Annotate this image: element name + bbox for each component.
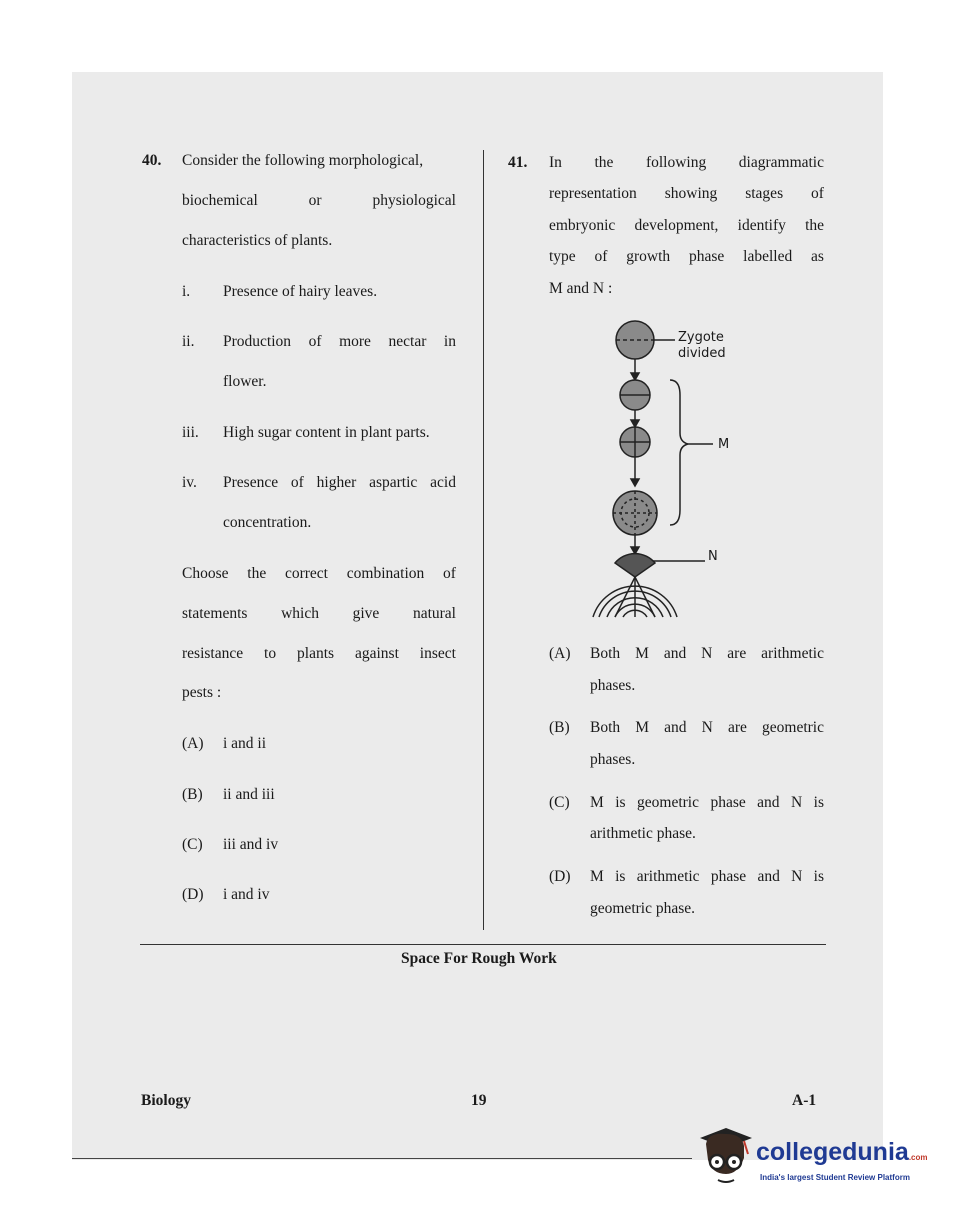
word: physiological (372, 192, 456, 209)
q40-stem-line (182, 605, 456, 623)
q40-stem-line: pests : (182, 684, 222, 701)
q41-option-text-cont: phases. (590, 751, 636, 768)
q41-number: 41. (508, 154, 528, 171)
word: insect (419, 645, 456, 662)
word: growth (626, 248, 671, 265)
word: labelled (743, 248, 793, 265)
word: phase (710, 794, 746, 811)
word: type (549, 248, 576, 265)
collegedunia-mascot-icon (698, 1124, 754, 1186)
q41-line: M and N : (549, 280, 613, 297)
q40-stem-line (182, 565, 456, 583)
word: combination (346, 565, 425, 582)
word: the (247, 565, 267, 582)
q41-line (549, 217, 824, 235)
word: N (791, 868, 803, 885)
word: Both (590, 719, 621, 736)
word: biochemical (182, 192, 258, 209)
diagram-m-label: M (718, 437, 730, 452)
word: phase (689, 248, 725, 265)
column-divider (483, 150, 484, 930)
word: phase (710, 868, 747, 885)
word: Production (223, 333, 292, 350)
word: In (549, 154, 562, 171)
q40-item-text: Presence of hairy leaves. (223, 283, 378, 300)
m-brace (670, 380, 688, 525)
footer-paper-code: A-1 (792, 1092, 817, 1109)
word: of (811, 185, 824, 202)
q40-item-num: ii. (182, 333, 195, 350)
word: give (352, 605, 380, 622)
word: embryonic (549, 217, 616, 234)
logo-tagline: India's largest Student Review Platform (760, 1173, 910, 1182)
q40-option-label: (D) (182, 886, 204, 903)
q41-option-label: (D) (549, 868, 571, 885)
q40-option-label: (B) (182, 786, 203, 803)
q41-line (549, 248, 824, 266)
word: N (791, 794, 803, 811)
word: plants (297, 645, 335, 662)
word: stages (745, 185, 784, 202)
word: in (443, 333, 456, 350)
footer-page-number: 19 (471, 1092, 487, 1109)
q41-option-text (590, 719, 824, 737)
word: diagrammatic (738, 154, 824, 171)
q40-option-text: iii and iv (223, 836, 279, 853)
q40-item-text (223, 333, 456, 351)
q40-option-text: ii and iii (223, 786, 275, 803)
q41-line (549, 185, 824, 203)
word: Choose (182, 565, 229, 582)
embryo-diagram (585, 315, 745, 625)
word: is (615, 794, 626, 811)
word: more (339, 333, 371, 350)
word: are (727, 719, 747, 736)
word: resistance (182, 645, 244, 662)
embryo-fan (593, 554, 677, 617)
q40-number: 40. (142, 152, 162, 169)
word: of (443, 565, 456, 582)
word: M (590, 868, 604, 885)
word: and (663, 645, 687, 662)
q40-option-text: i and ii (223, 735, 267, 752)
word: correct (284, 565, 328, 582)
word: arithmetic (761, 645, 824, 662)
rough-work-rule (140, 944, 826, 945)
q40-line3: characteristics of plants. (182, 232, 333, 249)
footer-subject: Biology (141, 1092, 191, 1109)
word: M (635, 645, 649, 662)
word: aspartic (369, 474, 418, 491)
q40-stem-line (182, 645, 456, 663)
q41-option-label: (B) (549, 719, 570, 736)
word: geometric (637, 794, 699, 811)
word: statements (182, 605, 248, 622)
word: are (727, 645, 747, 662)
q41-option-text (590, 868, 824, 886)
q41-option-label: (C) (549, 794, 570, 811)
word: is (813, 794, 824, 811)
word: which (281, 605, 319, 622)
word: and (757, 868, 780, 885)
word: showing (664, 185, 718, 202)
word: identify (737, 217, 786, 234)
word: of (290, 474, 304, 491)
zygote-cell (616, 321, 654, 359)
word: against (354, 645, 399, 662)
diagram-n-label: N (708, 549, 718, 564)
word: of (594, 248, 608, 265)
word: Presence (223, 474, 279, 491)
word: M (590, 794, 604, 811)
q41-line (549, 154, 824, 172)
logo-wordmark (756, 1138, 927, 1167)
q40-option-text: i and iv (223, 886, 270, 903)
word: representation (549, 185, 637, 202)
q41-option-text-cont: geometric phase. (590, 900, 696, 917)
word: Both (590, 645, 621, 662)
word: higher (316, 474, 357, 491)
q40-item-num: iii. (182, 424, 199, 441)
q40-option-label: (C) (182, 836, 203, 853)
q41-option-text (590, 794, 824, 812)
word: N (701, 719, 713, 736)
q40-item-cont: concentration. (223, 514, 312, 531)
word: nectar (388, 333, 427, 350)
word: to (264, 645, 277, 662)
q40-item-text: High sugar content in plant parts. (223, 424, 430, 441)
word: is (813, 868, 824, 885)
word: and (664, 719, 687, 736)
diagram-divided-label: divided (678, 346, 726, 361)
page-bottom-rule (72, 1158, 692, 1159)
word: acid (430, 474, 456, 491)
word: natural (412, 605, 456, 622)
word: is (615, 868, 626, 885)
word: N (701, 645, 713, 662)
q41-option-text-cont: phases. (590, 677, 636, 694)
word: arithmetic (636, 868, 700, 885)
word: M (635, 719, 650, 736)
q40-item-num: iv. (182, 474, 197, 491)
q40-item-num: i. (182, 283, 191, 300)
q40-option-label: (A) (182, 735, 204, 752)
word: the (805, 217, 824, 234)
word: the (594, 154, 614, 171)
logo-suffix: .com (908, 1153, 928, 1162)
q40-item-cont: flower. (223, 373, 267, 390)
q41-option-text (590, 645, 824, 663)
logo-name: collegedunia (756, 1138, 909, 1166)
word: as (811, 248, 824, 265)
word: geometric (762, 719, 824, 736)
q41-option-text-cont: arithmetic phase. (590, 825, 696, 842)
word: and (757, 794, 780, 811)
diagram-zygote-label: Zygote (678, 330, 724, 345)
word: following (645, 154, 707, 171)
rough-work-heading: Space For Rough Work (401, 950, 557, 967)
word: or (308, 192, 322, 209)
q41-option-label: (A) (549, 645, 571, 662)
q40-line2 (182, 192, 456, 210)
word: of (308, 333, 322, 350)
q40-line1: Consider the following morphological, (182, 152, 424, 169)
word: development, (634, 217, 719, 234)
q40-item-text (223, 474, 456, 492)
